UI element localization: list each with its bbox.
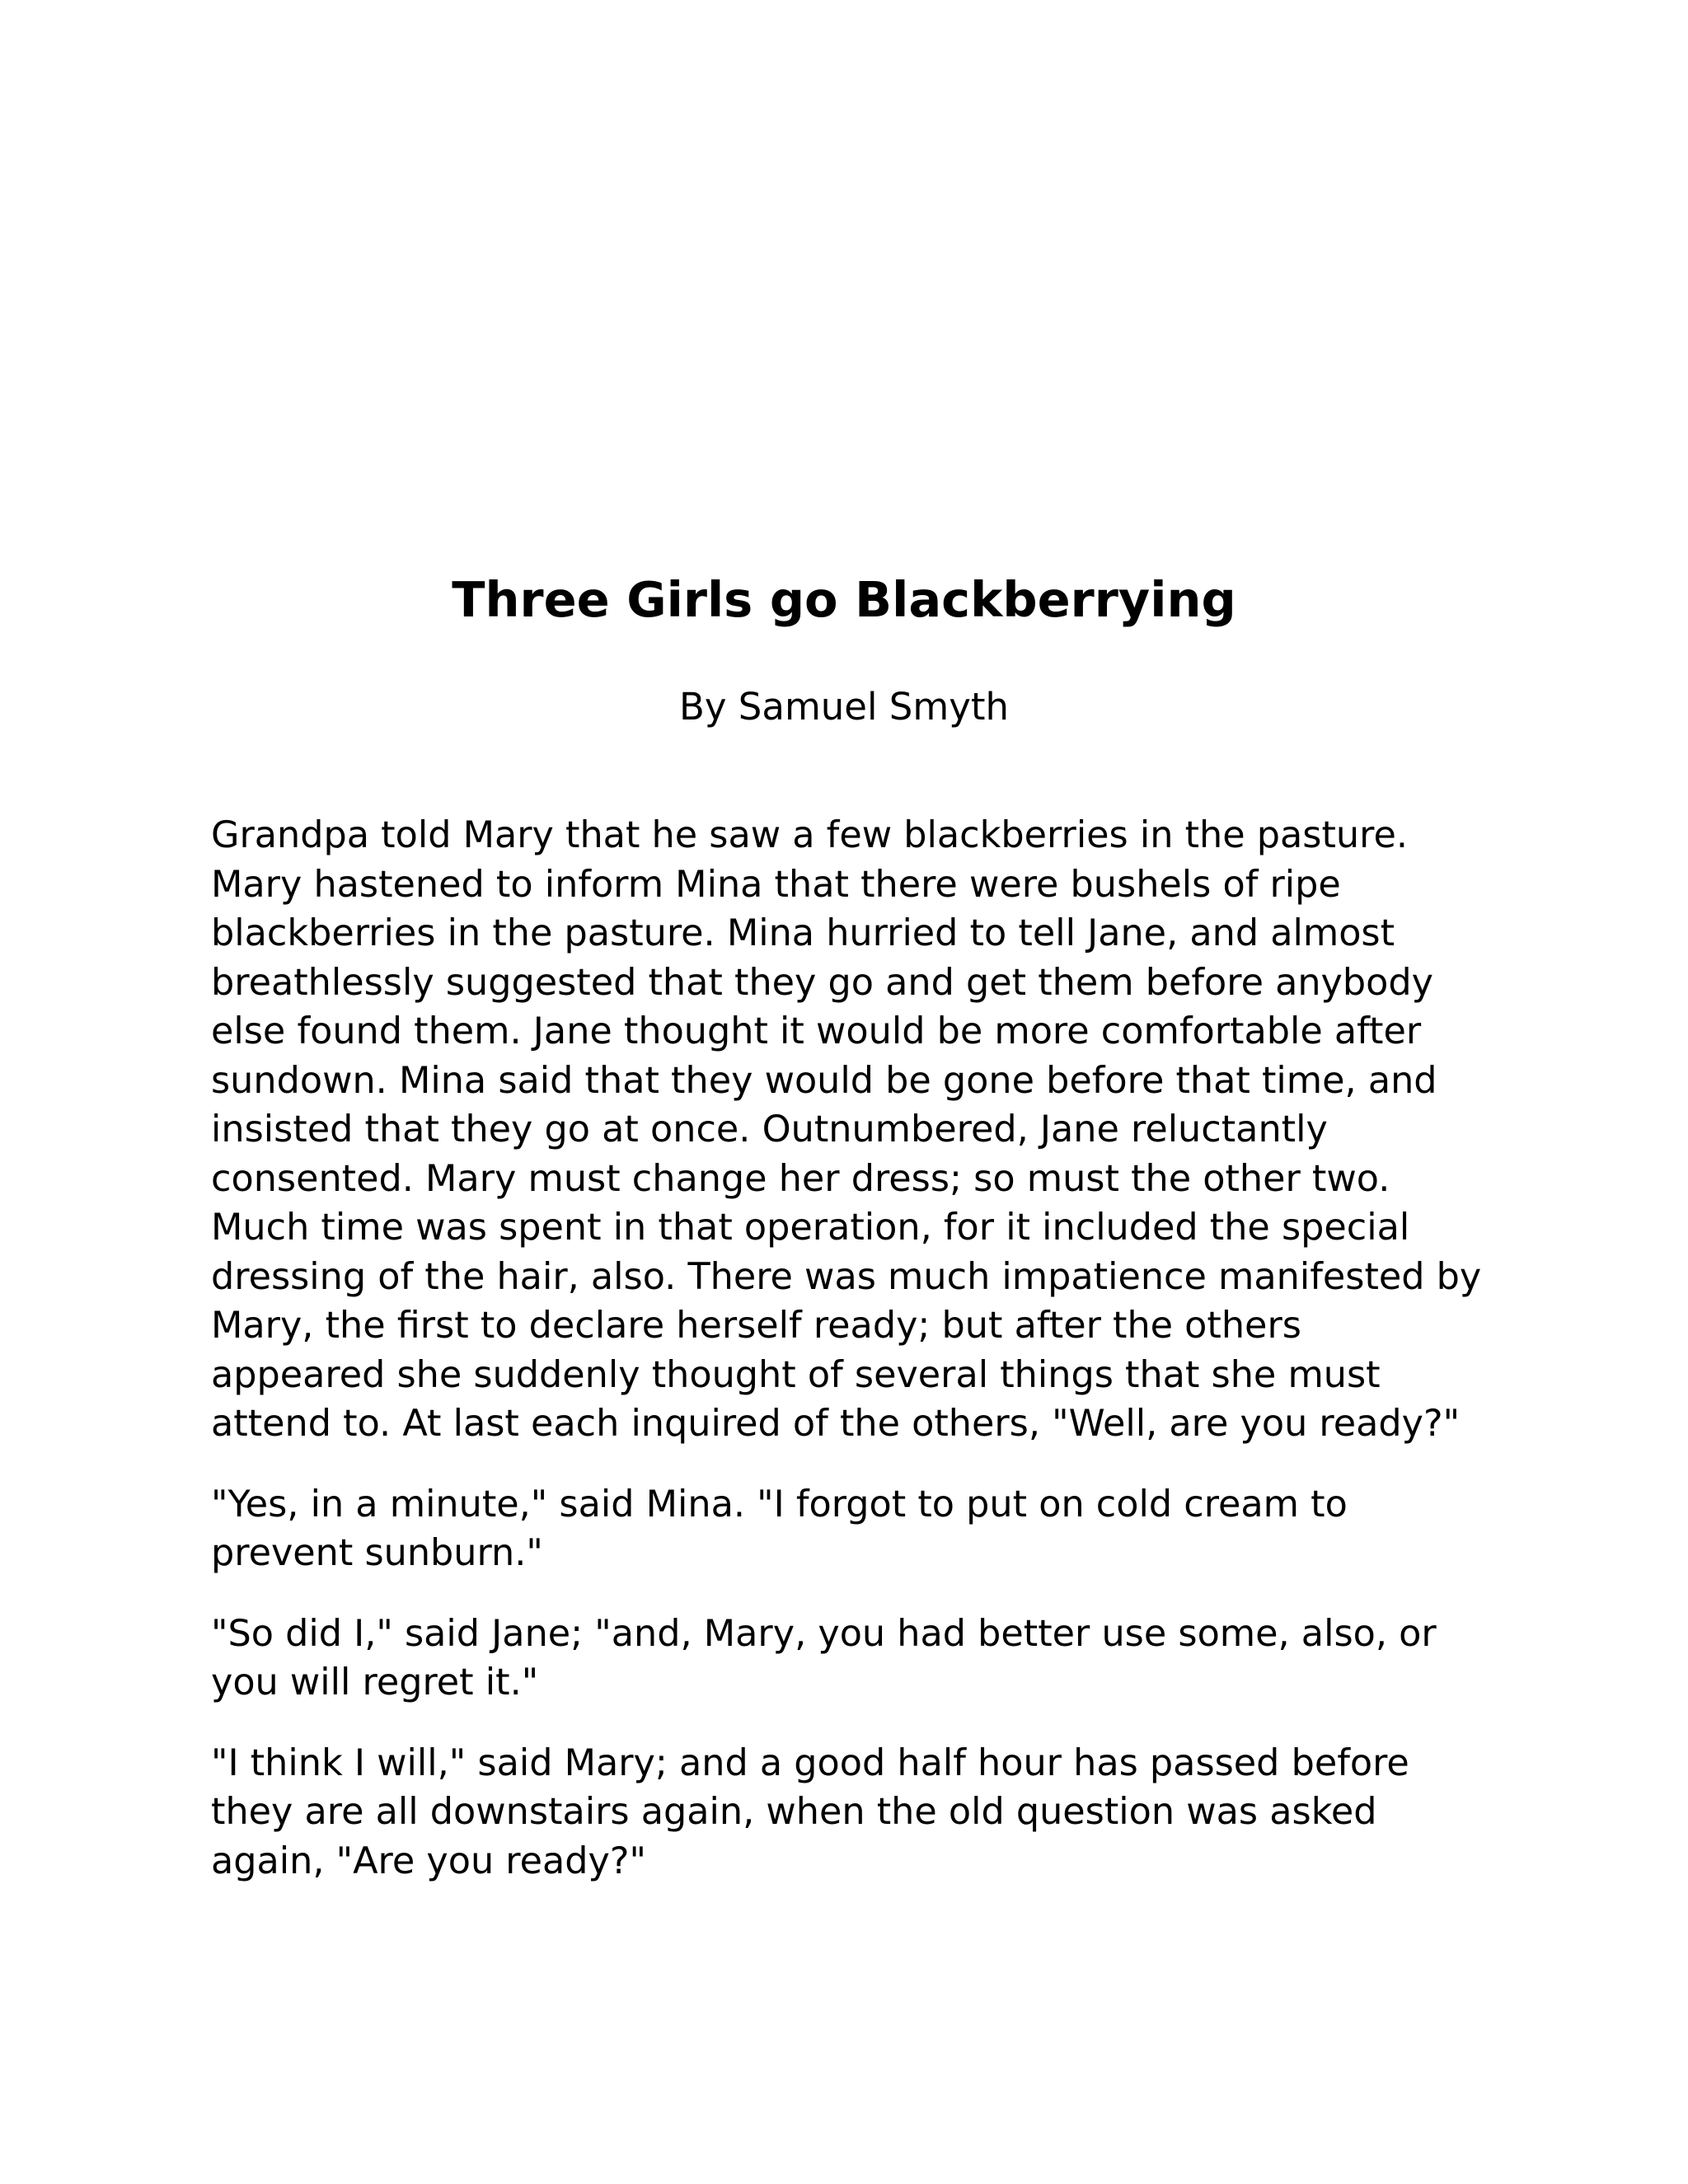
paragraph-line: attend to. At last each inquired of the others, "Well, are you ready?" [211,1403,1461,1445]
paragraph-3 [211,1610,1497,1708]
paragraph-line: sundown. Mina said that they would be gone before that time, and [211,1059,1437,1102]
paragraph-line: they are all downstairs again, when the old question was asked [211,1791,1377,1833]
document-body [211,811,1497,1917]
paragraph-1 [211,811,1497,1449]
paragraph-line: you will regret it." [211,1661,539,1704]
paragraph-line: dressing of the hair, also. There was much impatience manifested by [211,1255,1482,1298]
paragraph-line: consented. Mary must change her dress; so must the other two. [211,1157,1390,1200]
paragraph-line: again, "Are you ready?" [211,1840,646,1882]
paragraph-2 [211,1480,1497,1578]
paragraph-line: blackberries in the pasture. Mina hurried to tell Jane, and almost [211,912,1395,954]
paragraph-line: "I think I will," said Mary; and a good half hour has passed before [211,1741,1409,1784]
document-byline: By Samuel Smyth [679,685,1009,729]
paragraph-line: prevent sunburn." [211,1532,543,1574]
paragraph-line: insisted that they go at once. Outnumbered, Jane reluctantly [211,1108,1328,1151]
paragraph-4 [211,1739,1497,1886]
paragraph-line: Much time was spent in that operation, for it included the special [211,1207,1410,1249]
paragraph-line: "Yes, in a minute," said Mina. "I forgot to put on cold cream to [211,1483,1348,1526]
paragraph-line: Mary, the first to declare herself ready; but after the others [211,1305,1301,1347]
paragraph-line: Mary hastened to inform Mina that there were bushels of ripe [211,863,1341,906]
document-title: Three Girls go Blackberrying [452,571,1236,628]
paragraph-line: "So did I," said Jane; "and, Mary, you had better use some, also, or [211,1612,1437,1655]
paragraph-line: Grandpa told Mary that he saw a few blackberries in the pasture. [211,814,1408,856]
paragraph-line: breathlessly suggested that they go and get them before anybody [211,961,1433,1004]
paragraph-line: else found them. Jane thought it would be more comfortable after [211,1010,1422,1052]
paragraph-line: appeared she suddenly thought of several things that she must [211,1353,1381,1396]
